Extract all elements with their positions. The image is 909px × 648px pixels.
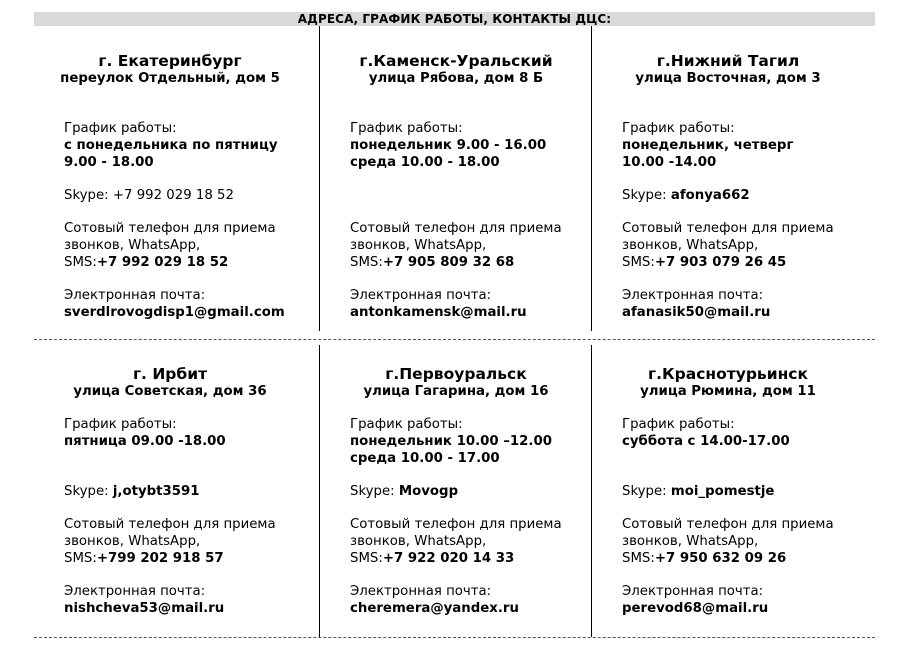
office-schedule (350, 416, 588, 467)
schedule-line: среда 10.00 - 18.00 (350, 155, 500, 170)
email-value: cheremera@yandex.ru (350, 601, 519, 616)
phone-label: звонков, WhatsApp, (64, 534, 201, 549)
office-city: г. Екатеринбург (98, 52, 242, 70)
office-address: улица Восточная, дом 3 (635, 71, 821, 86)
phone-label: Сотовый телефон для приема (64, 517, 276, 532)
office-city: г.Нижний Тагил (656, 52, 800, 70)
offices-grid (34, 26, 875, 638)
schedule-line: с понедельника по пятницу (64, 138, 278, 153)
schedule-label: График работы: (64, 121, 177, 136)
schedule-line: понедельник, четверг (622, 138, 794, 153)
phone-label: Сотовый телефон для приема (64, 221, 276, 236)
schedule-line: среда 10.00 - 17.00 (350, 451, 500, 466)
office-schedule (64, 416, 302, 450)
phone-label: звонков, WhatsApp, (350, 534, 487, 549)
email-value: antonkamensk@mail.ru (350, 305, 527, 320)
schedule-label: График работы: (64, 417, 177, 432)
office-card-irbit (34, 339, 306, 629)
skype-value: j,otybt3591 (112, 484, 200, 499)
office-card-pervouralsk (320, 339, 592, 629)
office-email (350, 583, 588, 617)
sms-label: SMS: (350, 551, 383, 566)
sms-label: SMS: (64, 255, 97, 270)
office-phone (350, 516, 588, 567)
schedule-line: 10.00 -14.00 (622, 155, 717, 170)
phone-value: +7 992 029 18 52 (96, 255, 229, 270)
skype-label: Skype: (64, 484, 109, 499)
email-label: Электронная почта: (622, 288, 764, 303)
email-label: Электронная почта: (622, 584, 764, 599)
phone-value: +7 950 632 09 26 (654, 551, 787, 566)
office-phone (350, 220, 588, 271)
office-skype (350, 483, 588, 500)
office-email (622, 583, 860, 617)
skype-value: Movogp (398, 484, 459, 499)
email-label: Электронная почта: (64, 288, 206, 303)
bottom-divider (34, 637, 875, 638)
office-card-kamensk (320, 26, 592, 320)
schedule-line: понедельник 10.00 –12.00 (350, 434, 552, 449)
office-phone (64, 516, 302, 567)
email-label: Электронная почта: (350, 288, 492, 303)
skype-label: Skype: (350, 484, 395, 499)
phone-label: звонков, WhatsApp, (350, 238, 487, 253)
office-skype (64, 483, 302, 500)
office-email (350, 287, 588, 321)
email-value: sverdlrovogdisp1@gmail.com (64, 305, 285, 320)
email-value: nishcheva53@mail.ru (64, 601, 225, 616)
office-schedule (350, 120, 588, 171)
office-city: г.Первоуральск (385, 365, 527, 383)
schedule-label: График работы: (622, 417, 735, 432)
phone-label: звонков, WhatsApp, (622, 238, 759, 253)
email-label: Электронная почта: (64, 584, 206, 599)
office-card-krasnoturinsk (592, 339, 864, 629)
email-value: perevod68@mail.ru (622, 601, 769, 616)
office-skype (64, 187, 302, 204)
office-skype (622, 483, 860, 500)
skype-value: moi_pomestje (670, 484, 775, 499)
phone-label: Сотовый телефон для приема (350, 221, 562, 236)
schedule-line: 9.00 - 18.00 (64, 155, 154, 170)
office-skype (622, 187, 860, 204)
office-city: г.Краснотурьинск (647, 365, 809, 383)
sms-label: SMS: (622, 255, 655, 270)
schedule-line: суббота с 14.00-17.00 (622, 434, 790, 449)
office-email (64, 287, 302, 321)
skype-value: afonya662 (670, 188, 750, 203)
schedule-line: понедельник 9.00 - 16.00 (350, 138, 547, 153)
skype-value: +7 992 029 18 52 (112, 188, 234, 203)
office-card-nizhny-tagil (592, 26, 864, 320)
schedule-label: График работы: (622, 121, 735, 136)
office-schedule (622, 416, 860, 450)
office-address: улица Гагарина, дом 16 (363, 384, 549, 399)
phone-label: звонков, WhatsApp, (64, 238, 201, 253)
office-phone (622, 516, 860, 567)
email-label: Электронная почта: (350, 584, 492, 599)
phone-value: +7 903 079 26 45 (654, 255, 787, 270)
skype-label: Skype: (622, 484, 667, 499)
sms-label: SMS: (622, 551, 655, 566)
phone-value: +7 922 020 14 33 (382, 551, 515, 566)
schedule-label: График работы: (350, 417, 463, 432)
office-address: улица Рябова, дом 8 Б (368, 71, 544, 86)
phone-label: Сотовый телефон для приема (622, 517, 834, 532)
skype-label: Skype: (622, 188, 667, 203)
office-address: улица Рюмина, дом 11 (640, 384, 816, 399)
sms-label: SMS: (350, 255, 383, 270)
office-email (64, 583, 302, 617)
phone-value: +7 905 809 32 68 (382, 255, 515, 270)
phone-label: Сотовый телефон для приема (622, 221, 834, 236)
office-phone (622, 220, 860, 271)
phone-label: звонков, WhatsApp, (622, 534, 759, 549)
office-schedule (64, 120, 302, 171)
office-city: г.Каменск-Уральский (359, 52, 553, 70)
skype-label: Skype: (64, 188, 109, 203)
office-schedule (622, 120, 860, 171)
office-city: г. Ирбит (132, 365, 208, 383)
email-value: afanasik50@mail.ru (622, 305, 771, 320)
office-address: переулок Отдельный, дом 5 (60, 71, 280, 86)
phone-value: +799 202 918 57 (96, 551, 224, 566)
office-card-ekaterinburg (34, 26, 306, 320)
schedule-label: График работы: (350, 121, 463, 136)
page-title: АДРЕСА, ГРАФИК РАБОТЫ, КОНТАКТЫ ДЦС: (34, 12, 875, 26)
office-phone (64, 220, 302, 271)
office-email (622, 287, 860, 321)
schedule-line: пятница 09.00 -18.00 (64, 434, 226, 449)
phone-label: Сотовый телефон для приема (350, 517, 562, 532)
sms-label: SMS: (64, 551, 97, 566)
office-address: улица Советская, дом 36 (73, 384, 267, 399)
